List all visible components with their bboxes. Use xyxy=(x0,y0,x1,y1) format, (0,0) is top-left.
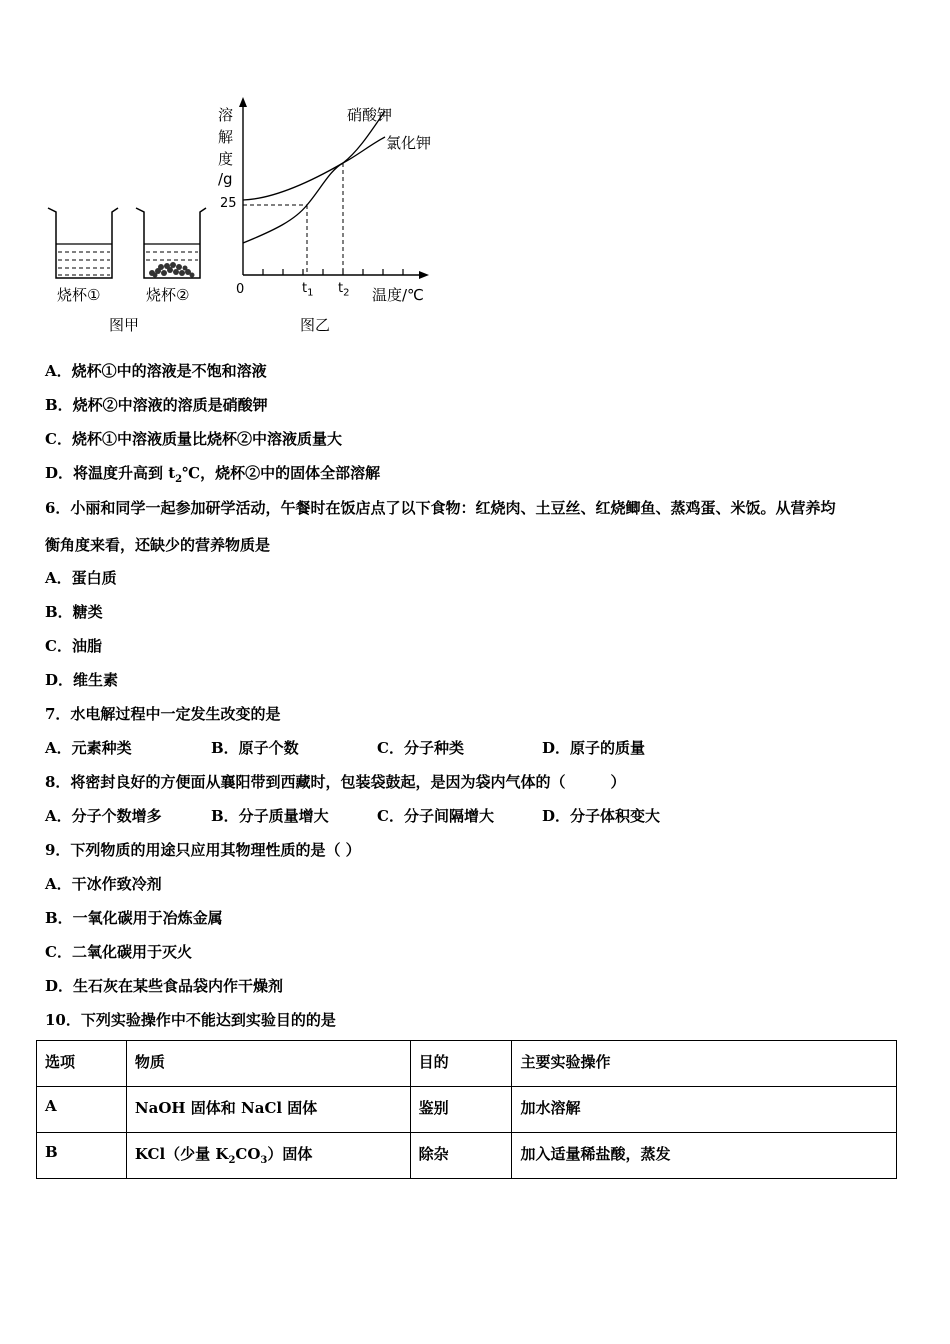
q6-option-b: B．糖类 xyxy=(45,603,103,621)
tick-label-25: 25 xyxy=(220,196,237,211)
table-header-row xyxy=(37,1041,897,1087)
tick-label-t2 xyxy=(338,281,349,299)
row-b-sub-s2: 3 xyxy=(260,1155,268,1166)
series-kcl-curve xyxy=(243,137,385,200)
q8-options xyxy=(45,806,905,826)
row-b-sub-s1: 2 xyxy=(228,1155,236,1166)
q7-option-b: B．原子个数 xyxy=(211,739,299,757)
q7-stem: 7．水电解过程中一定发生改变的是 xyxy=(45,705,281,723)
y-axis-label-4: /g xyxy=(218,170,233,188)
y-axis-label-3: 度 xyxy=(218,150,234,168)
q9-option-d: D．生石灰在某些食品袋内作干燥剂 xyxy=(45,977,284,995)
beaker-2-label: 烧杯② xyxy=(146,286,190,304)
row-b-operation: 加入适量稀盐酸，蒸发 xyxy=(512,1133,897,1179)
t1-sub: 1 xyxy=(307,287,314,299)
q10-stem: 10．下列实验操作中不能达到实验目的的是 xyxy=(45,1011,336,1029)
q8-option-c: C．分子间隔增大 xyxy=(377,807,494,825)
q7-options xyxy=(45,738,905,758)
q6-option-a: A．蛋白质 xyxy=(45,569,117,587)
row-b-sub-post: ）固体 xyxy=(267,1145,313,1163)
row-b-sub-pre: KCl（少量 K xyxy=(134,1145,229,1163)
row-b-purpose: 除杂 xyxy=(410,1133,512,1179)
q5-option-d xyxy=(45,463,380,490)
table-row xyxy=(37,1087,897,1133)
q7-option-d: D．原子的质量 xyxy=(542,739,646,757)
t2-sub: 2 xyxy=(343,287,350,299)
guide-lines xyxy=(243,163,343,275)
beaker-1-icon xyxy=(48,208,118,278)
tick-label-t1 xyxy=(302,281,313,299)
y-axis-arrow-icon xyxy=(239,97,247,107)
x-axis-arrow-icon xyxy=(419,271,429,279)
row-a-option: A xyxy=(37,1087,127,1133)
q6-stem-line2: 衡角度来看，还缺少的营养物质是 xyxy=(45,536,271,554)
row-a-substance: NaOH 固体和 NaCl 固体 xyxy=(126,1087,410,1133)
t1-text: t xyxy=(302,281,308,296)
beaker-2-icon xyxy=(136,208,206,278)
q6-stem-line1: 6．小丽和同学一起参加研学活动，午餐时在饭店点了以下食物：红烧肉、土豆丝、红烧鲫鱼、蒸鸡蛋、米饭。从营养均 xyxy=(45,499,836,517)
q8-option-d: D．分子体积变大 xyxy=(542,807,661,825)
q8-option-b: B．分子质量增大 xyxy=(211,807,329,825)
y-axis-label-1: 溶 xyxy=(218,106,234,124)
q5-option-c: C．烧杯①中溶液质量比烧杯②中溶液质量大 xyxy=(45,430,342,448)
header-substance: 物质 xyxy=(126,1041,410,1087)
table-row xyxy=(37,1133,897,1179)
curve-label-kno3: 硝酸钾 xyxy=(347,106,393,124)
q7-option-c: C．分子种类 xyxy=(377,739,464,757)
row-b-substance xyxy=(126,1133,410,1179)
q6-option-c: C．油脂 xyxy=(45,637,102,655)
q8-stem: 8．将密封良好的方便面从襄阳带到西藏时，包装袋鼓起，是因为袋内气体的（ ） xyxy=(45,773,626,791)
solubility-chart xyxy=(225,95,440,290)
q5-d-sub: 2 xyxy=(175,474,183,485)
q9-option-c: C．二氧化碳用于灭火 xyxy=(45,943,192,961)
beaker-1-label: 烧杯① xyxy=(57,286,101,304)
series-kno3-curve xyxy=(243,111,385,243)
q5-d-suffix: ℃，烧杯②中的固体全部溶解 xyxy=(182,464,381,482)
y-axis-label-2: 解 xyxy=(218,128,234,146)
row-a-purpose: 鉴别 xyxy=(410,1087,512,1133)
q6-option-d: D．维生素 xyxy=(45,671,119,689)
undissolved-solid-icon xyxy=(149,262,195,278)
q9-option-b: B．一氧化碳用于冶炼金属 xyxy=(45,909,223,927)
q9-stem: 9．下列物质的用途只应用其物理性质的是（ ） xyxy=(45,841,361,859)
q8-option-a: A．分子个数增多 xyxy=(45,807,162,825)
row-b-sub-mid: CO xyxy=(235,1145,261,1163)
header-operation: 主要实验操作 xyxy=(512,1041,897,1087)
q7-option-a: A．元素种类 xyxy=(45,739,132,757)
row-b-option: B xyxy=(37,1133,127,1179)
t2-text: t xyxy=(338,281,344,296)
row-a-operation: 加水溶解 xyxy=(512,1087,897,1133)
figure-b-caption: 图乙 xyxy=(300,316,331,334)
figure-a-caption: 图甲 xyxy=(109,316,140,334)
origin-label: 0 xyxy=(236,282,245,297)
curve-label-kcl: 氯化钾 xyxy=(386,134,432,152)
q5-d-prefix: D．将温度升高到 t xyxy=(45,464,176,482)
q5-option-a: A．烧杯①中的溶液是不饱和溶液 xyxy=(45,362,267,380)
q10-table xyxy=(36,1040,897,1179)
q9-option-a: A．干冰作致冷剂 xyxy=(45,875,162,893)
header-option: 选项 xyxy=(37,1041,127,1087)
x-axis-label: 温度/℃ xyxy=(372,286,424,304)
header-purpose: 目的 xyxy=(410,1041,512,1087)
x-axis-ticks xyxy=(263,269,403,275)
q5-option-b: B．烧杯②中溶液的溶质是硝酸钾 xyxy=(45,396,268,414)
